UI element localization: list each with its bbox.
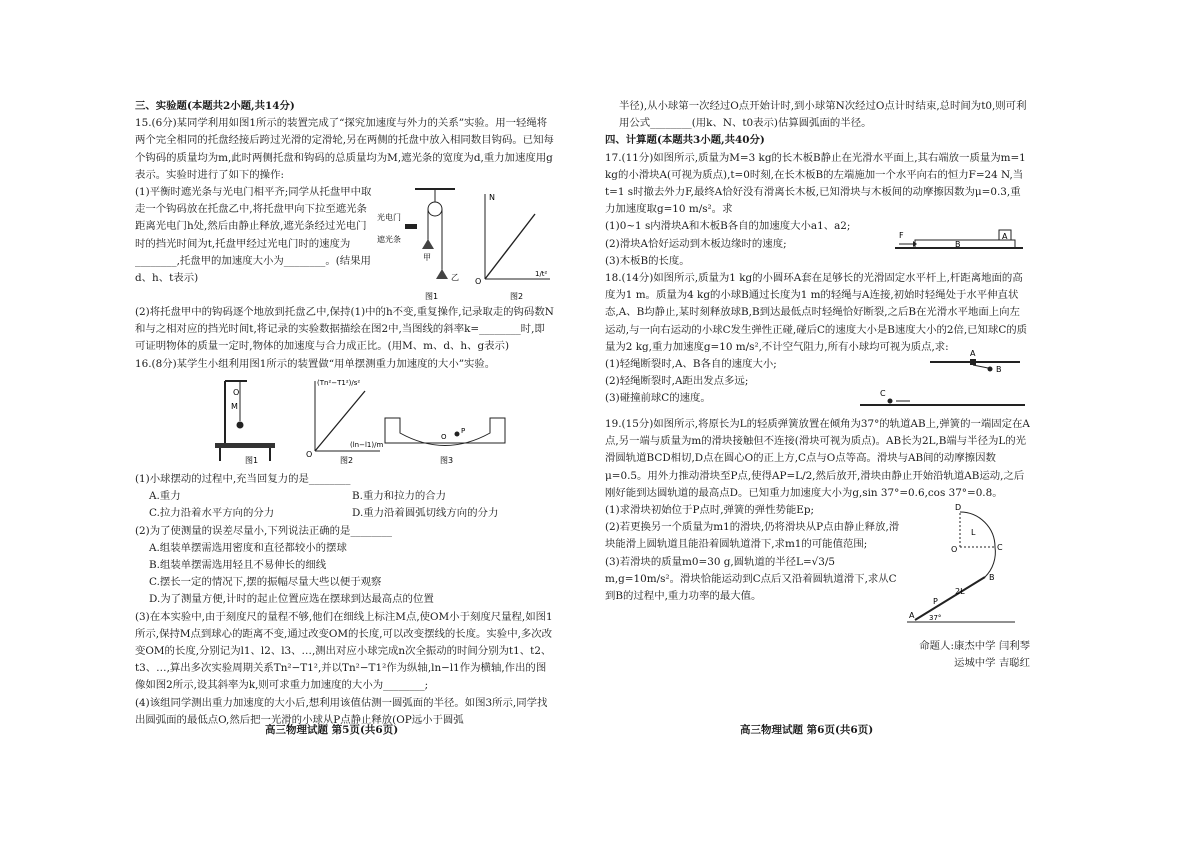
q16-part2-option-b: B.组装单摆需选用轻且不易伸长的细线 [149, 559, 327, 572]
ball-b-shape [988, 367, 993, 372]
q16-part1-option-d: D.重力沿着圆弧切线方向的分力 [352, 507, 499, 520]
q16-part2: (2)为了使测量的误差尽量小,下列说法正确的是________ [135, 524, 393, 537]
arc-surface [385, 418, 505, 446]
q17-part3: (3)木板B的长度。 [605, 254, 690, 267]
q16-part1-option-a: A.重力 [149, 490, 181, 503]
f16-2-caption: 图2 [340, 455, 354, 465]
left-page-footer: 高三物理试题 第5页(共6页) [265, 724, 399, 736]
f19-P: P [933, 597, 938, 607]
f16-1-m: M [231, 401, 238, 411]
q17-part1: (1)0~1 s内滑块A和木板B各自的加速度大小a1、a2; [605, 220, 851, 233]
q16-part1-option-c: C.拉力沿着水平方向的分力 [149, 507, 275, 520]
fig2-caption: 图2 [510, 292, 524, 302]
q19-intro: 19.(15分)如图所示,将原长为L的轻质弹簧放置在倾角为37°的轨道AB上,弹簧的一端固定在A点,另一端与质量为m的滑块接触但不连接(滑块可视为质点)。AB长为2L,B端与半径为L的光滑圆轨道BCD相切,D点在圆心O的正上方,C点与O点等高。滑块与AB间的动摩擦因数μ=0.5。用外力推动滑块至P点,使得AP=L/2,然后放开,滑块由静止开始沿轨道AB运动,之后刚好能到达圆轨道的最高点D。已知重力加速度大小为g,sin 37°=0.6,cos 37°=0.8。 [605, 418, 1030, 499]
q19-part2: (2)若更换另一个质量为m1的滑块,仍将滑块从P点由静止释放,滑块能滑上圆轨道且能沿着圆轨道滑下,求m1的可能值范围; [605, 521, 900, 551]
rope-ab [973, 365, 988, 368]
q16-figures [135, 373, 555, 465]
table-top [215, 443, 275, 448]
q15-part1: (1)平衡时遮光条与光电门相平齐;同学从托盘甲中取走一个钩码放在托盘乙中,将托盘甲向下拉至遮光条距离光电门h处,然后由静止释放,遮光条经过光电门时的挡光时间为t,托盘甲经过光电门时的速度为________,托盘甲的加速度大小为________。(结果用d、h、t表示) [135, 186, 372, 285]
q15-figures [375, 184, 555, 304]
f17-A: A [1002, 232, 1008, 242]
fig1-label-gate: 光电门 [377, 213, 401, 223]
photogate-shape [405, 224, 417, 229]
section-3-heading: 三、实验题(本题共2小题,共14分) [135, 100, 295, 112]
f16-1-caption: 图1 [245, 455, 259, 465]
q16-part1-options-row1 [135, 488, 555, 505]
f17-F: F [899, 231, 904, 241]
fig1-label-strip: 遮光条 [377, 235, 401, 245]
credit-line-2: 运城中学 吉聪红 [953, 657, 1030, 670]
q16-part1: (1)小球摆动的过程中,充当回复力的是________ [135, 473, 351, 486]
q18-parts [605, 356, 830, 416]
q16-part4-continued: 半径),从小球第一次经过O点开始计时,到小球第N次经过O点计时结束,总时间为t0,则可利用公式________(用k、N、t0表示)估算圆弧面的半径。 [619, 100, 1027, 130]
f16-1-o: O [233, 387, 240, 397]
f18-A: A [970, 349, 976, 359]
fig1-caption: 图1 [425, 292, 439, 302]
q16-part1-option-b: B.重力和拉力的合力 [352, 490, 447, 503]
fig2-axis-x: 1/t² [535, 270, 548, 279]
fig1-label-b: 乙 [451, 273, 459, 283]
f16-3-caption: 图3 [440, 455, 454, 465]
f16-2-o: O [306, 449, 313, 459]
f19-2L: 2L [955, 587, 965, 597]
q18-part1: (1)轻绳断裂时,A、B各自的速度大小; [605, 358, 777, 371]
credit-line-1: 命题人:康杰中学 闫利琴 [919, 640, 1030, 653]
left-column [135, 98, 555, 729]
board-b-shape [915, 240, 1015, 248]
q16-part1-options-row2 [135, 505, 555, 522]
q18-part3: (3)碰撞前球C的速度。 [605, 392, 711, 405]
q15-part2: (2)将托盘甲中的钩码逐个地放到托盘乙中,保持(1)中的h不变,重复操作,记录取走的钩码数N和与之相对应的挡光时间t,将记录的实验数据描绘在图2中,当图线的斜率k=________时,即可证明物体的质量一定时,物体的加速度与合力成正比。(用M、m、d、h、g表示) [135, 306, 554, 353]
f19-angle: 37° [929, 614, 942, 623]
q18-part2: (2)轻绳断裂时,A距出发点多远; [605, 375, 749, 388]
ring-a-shape [970, 359, 976, 365]
f19-B: B [989, 573, 995, 583]
f19-O: O [951, 545, 958, 555]
q16-part2-option-c: C.摆长一定的情况下,摆的振幅尽量大些以便于观察 [149, 576, 382, 589]
f17-B: B [955, 240, 961, 250]
ball-c-shape [888, 399, 893, 404]
q18-parts-block [605, 349, 1030, 416]
q18-figure [830, 349, 1030, 416]
section-4-heading: 四、计算题(本题共3小题,共40分) [605, 134, 765, 147]
f19-D: D [955, 503, 962, 513]
q17-parts [605, 218, 895, 270]
q15-intro: 15.(6分)某同学利用如图1所示的装置完成了“探究加速度与外力的关系”实验。用一轻绳将两个完全相同的托盘经接后跨过光滑的定滑轮,另在两侧的托盘中放入相同数目钩码。已知每个钩码的质量均为m,此时两侧托盘和钩码的总质量均为M,遮光条的宽度为d,重力加速度用g表示。实验时进行了如下的操作: [135, 117, 554, 181]
q19-parts-block [605, 502, 1030, 632]
pendulum-bob [237, 421, 244, 428]
fig2-line [485, 214, 535, 279]
q17-intro: 17.(11分)如图所示,质量为M=3 kg的长木板B静止在光滑水平面上,其右端放一质量为m=1 kg的小滑块A(可视为质点),t=0时刻,在长木板B的左端施加一个水平向右的恒力F=24 N,当t=1 s时撤去外力F,最终A恰好没有滑离长木板,已知滑块与木板间的动摩擦因数为μ=0.3,重力加速度取g=10 m/s²。求 [605, 151, 1026, 216]
circle-track [960, 512, 995, 577]
f19-C: C [997, 543, 1003, 553]
q19-parts [605, 502, 905, 632]
f16-3-o: O [441, 432, 447, 441]
tray-b-shape [436, 269, 448, 279]
fig1-label-a: 甲 [423, 253, 431, 263]
q16-intro: 16.(8分)某学生小组利用图1所示的装置做“用单摆测重力加速度的大小”实验。 [135, 357, 496, 370]
tray-a-shape [422, 239, 434, 249]
f16-2-x: (ln−l1)/m [350, 440, 384, 449]
q19-figure [905, 502, 1025, 632]
arc-ball [455, 431, 460, 436]
f16-2-y: (Tn²−T1²)/s² [317, 378, 361, 387]
f16-3-p: P [461, 426, 466, 435]
q18-intro: 18.(14分)如图所示,质量为1 kg的小圆环A套在足够长的光滑固定水平杆上,杆距离地面的高度为1 m。质量为4 kg的小球B通过长度为1 m的轻绳与A连接,初始时轻绳处于水平伸直状态,A、B均静止,某时刻释放球B,B到达最低点时轻绳恰好断裂,之后B在光滑水平地面上向左运动,与一向右运动的小球C发生弹性正碰,碰后C的速度大小是B速度大小的2倍,已知球C的质量为2 kg,重力加速度g=10 m/s²,不计空气阻力,所有小球均可视为质点,求: [605, 272, 1028, 353]
q16-part4: (4)该组同学测出重力加速度的大小后,想利用该值估测一圆弧面的半径。如图3所示,同学找出圆弧面的最低点O,然后把一光滑的小球从P点静止释放(OP远小于圆弧 [135, 696, 548, 726]
right-page-footer: 高三物理试题 第6页(共6页) [740, 724, 874, 736]
q16-part3: (3)在本实验中,由于刻度尺的量程不够,他们在细线上标注M点,使OM小于刻度尺量程,如图1所示,保持M点到球心的距离不变,通过改变OM的长度,可以改变摆线的长度。实验中,多次改变OM的长度,分别记为l1、l2、l3、…,测出对应小球完成n次全振动的时间分别为t1、t2、t3、…,算出多次实验周期关系Tn²−T1²,并以Tn²−T1²作为纵轴,ln−l1作为横轴,作出的图像如图2所示,设其斜率为k,则可求重力加速度的大小为________; [135, 610, 553, 692]
f18-B: B [996, 365, 1002, 375]
f18-C: C [880, 389, 886, 399]
q17-part2: (2)滑块A恰好运动到木板边缘时的速度; [605, 237, 787, 250]
pulley-icon [428, 202, 442, 216]
q19-part1: (1)求滑块初始位于P点时,弹簧的弹性势能Ep; [605, 504, 814, 517]
fig2-axis-n: N [489, 193, 495, 203]
q17-parts-block [605, 218, 1030, 270]
q16-part2-option-a: A.组装单摆需选用密度和直径都较小的摆球 [149, 541, 347, 554]
q16-part2-option-d: D.为了测量方便,计时的起止位置应选在摆球到达最高点的位置 [149, 593, 434, 606]
f19-L: L [971, 528, 976, 538]
incline-ab [915, 577, 985, 623]
q15-part1-block [135, 184, 555, 304]
q17-figure [895, 218, 1025, 268]
fig2-axis-o: O [475, 277, 482, 287]
right-column [605, 98, 1030, 672]
q19-part3: (3)若滑块的质量m0=30 g,圆轨道的半径L=√3/5 m,g=10m/s²。滑块恰能运动到C点后又沿着圆轨道滑下,求从C到B的过程中,重力功率的最大值。 [605, 555, 897, 603]
f19-A: A [909, 611, 915, 621]
